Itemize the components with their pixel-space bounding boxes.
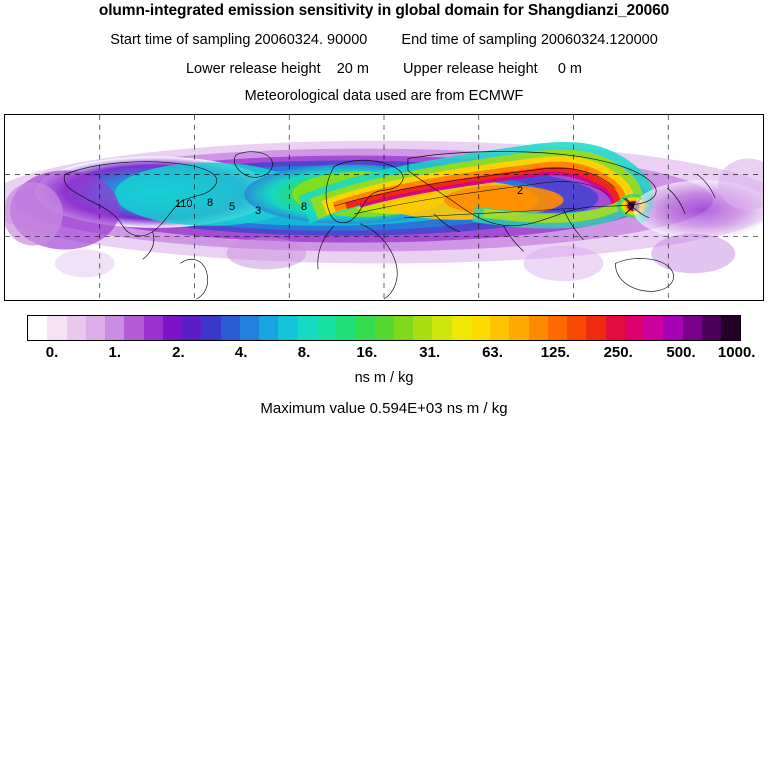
colorbar-cell [221, 316, 240, 340]
colorbar-cell [548, 316, 567, 340]
emission-sensitivity-field [5, 115, 763, 300]
contour-label: 3 [255, 205, 262, 217]
colorbar-cell [163, 316, 182, 340]
colorbar-cell [317, 316, 336, 340]
colorbar [27, 315, 741, 341]
colorbar-cell [124, 316, 143, 340]
lower-release-label: Lower release height [185, 61, 321, 77]
contour-label: 110 [175, 198, 193, 210]
colorbar-cell [67, 316, 86, 340]
colorbar-cell [182, 316, 201, 340]
contour-label: 8 [207, 197, 214, 209]
colorbar-cell [432, 316, 451, 340]
sampling-time-line [0, 32, 768, 48]
colorbar-cell [298, 316, 317, 340]
colorbar-cell [413, 316, 432, 340]
colorbar-cell [721, 316, 740, 340]
colorbar-cell [105, 316, 124, 340]
maximum-value-text: Maximum value 0.594E+03 ns m / kg [260, 400, 508, 417]
colorbar-units: ns m / kg [354, 370, 414, 386]
colorbar-tick-label: 250. [603, 344, 633, 361]
colorbar-cell [471, 316, 490, 340]
colorbar-cell [144, 316, 163, 340]
colorbar-cell [201, 316, 220, 340]
colorbar-tick-label: 0. [45, 344, 59, 361]
colorbar-cell [394, 316, 413, 340]
colorbar-cell [86, 316, 105, 340]
colorbar-tick-label: 2. [172, 344, 185, 361]
colorbar-tick-label: 4. [234, 344, 248, 361]
colorbar-cell [28, 316, 47, 340]
colorbar-tick-label: 125. [540, 344, 570, 361]
colorbar-tick-label: 31. [419, 344, 441, 361]
colorbar-tick-label: 1000. [717, 344, 756, 361]
colorbar-tick-labels [0, 344, 768, 364]
colorbar-tick-label: 16. [356, 344, 378, 361]
start-time-value: 20060324. 90000 [254, 32, 368, 48]
colorbar-cell [663, 316, 682, 340]
colorbar-cell [355, 316, 374, 340]
colorbar-cell [278, 316, 297, 340]
lower-release-value: 20 m [336, 61, 369, 77]
colorbar-cell [644, 316, 663, 340]
contour-label: 5 [229, 201, 236, 213]
end-time-label: End time of sampling [401, 32, 537, 48]
contour-label: 8 [301, 201, 308, 213]
page-title: olumn-integrated emission sensitivity in global domain for Shangdianzi_20060 [98, 2, 670, 19]
colorbar-cell [452, 316, 471, 340]
colorbar-cell [336, 316, 355, 340]
colorbar-cell [240, 316, 259, 340]
colorbar-cell [529, 316, 548, 340]
met-data-line: Meteorological data used are from ECMWF [244, 88, 524, 104]
start-time-label: Start time of sampling [110, 32, 251, 48]
colorbar-tick-label: 500. [666, 344, 696, 361]
colorbar-cell [490, 316, 509, 340]
colorbar-cell [259, 316, 278, 340]
colorbar-tick-label: 8. [297, 344, 311, 361]
colorbar-tick-label: 1. [108, 344, 122, 361]
upper-release-value: 0 m [557, 61, 582, 77]
colorbar-cell [606, 316, 625, 340]
map-plot [4, 114, 764, 301]
end-time-value: 20060324.120000 [540, 32, 658, 48]
colorbar-cell [683, 316, 702, 340]
colorbar-cell [375, 316, 394, 340]
upper-release-label: Upper release height [403, 61, 538, 77]
colorbar-cell [586, 316, 605, 340]
colorbar-cell [567, 316, 586, 340]
colorbar-cell [47, 316, 66, 340]
release-height-line [0, 61, 768, 77]
colorbar-cell [625, 316, 644, 340]
colorbar-cell [509, 316, 528, 340]
contour-label: 2 [517, 185, 524, 197]
colorbar-tick-label: 63. [482, 344, 503, 361]
colorbar-cell [702, 316, 721, 340]
